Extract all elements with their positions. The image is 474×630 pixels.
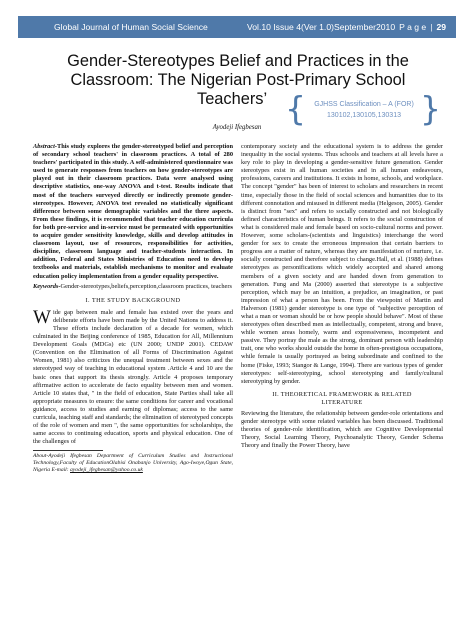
abstract-lead: Abstract-	[33, 143, 57, 150]
section-2-heading-line-2: LITERATURE	[321, 398, 363, 406]
header-separator: |	[430, 22, 433, 32]
right-paragraph-2: Reviewing the literature, the relationship between gender-role orientations and gender stereotype with some related variables has been discussed. Traditional theories of gender-role identification, which are Cognitive Developmental Theory, Social Learning Theory, Psychoanalytic Theory, Gender Schema Theory and finally the Power Theory, have	[241, 409, 443, 450]
footnote-text: About-Ayodeji Ifegbesan Department of Curriculum Studies and Instructional Technology,Faculty of EducationOlabisi Onabanjo University, Ago-Iwoye,Ogun State, Nigeria	[33, 453, 233, 474]
section-2-heading-line-1: II. THEORETICAL FRAMEWORK & RELATED	[272, 390, 412, 398]
section-2-heading	[241, 391, 443, 407]
issue-info: Vol.10 Issue 4(Ver 1.0)September2010	[247, 22, 396, 32]
title-line-1: Gender-Stereotypes Belief and Practices in the	[67, 52, 409, 70]
left-brace-icon: {	[285, 89, 306, 128]
footnote-divider	[33, 450, 103, 451]
title-line-2: Classroom: The Nigerian Post-Primary School	[70, 71, 406, 89]
section-1-body	[33, 306, 233, 447]
author-footnote	[33, 453, 233, 474]
keywords-lead: Keywords-	[33, 282, 61, 290]
right-brace-icon: }	[420, 89, 441, 128]
abstract	[33, 143, 233, 281]
header-right	[247, 22, 446, 32]
author-email-link[interactable]: ayodeji_ifegbesan@yahoo.co.uk	[70, 467, 143, 474]
keywords-text: Gender-stereotypes,beliefs,perception,classroom practices, teachers	[60, 282, 232, 290]
classification-line-2: 130102,130105,130313	[327, 112, 401, 119]
title-line-3: Teachers’	[197, 90, 268, 108]
journal-name: Global Journal of Human Social Science	[54, 22, 208, 32]
page-number: 29	[436, 22, 446, 32]
author-name: Ayodeji Ifegbesan	[212, 124, 262, 131]
journal-header-bar	[18, 16, 456, 38]
footnote-email-label: E-mail:	[51, 467, 69, 474]
section-1-heading: I. THE STUDY BACKGROUND	[85, 296, 181, 304]
classification-line-1: GJHSS Classification – A (FOR)	[314, 101, 414, 108]
keywords	[33, 283, 233, 291]
left-column	[33, 143, 233, 474]
abstract-text: This study explores the gender-stereotyped belief and perception of secondary school teachers' in classroom practices. A total of 280 teachers' participated in this study. A self-administered questionnaire was used to generate responses from teachers on how gender-stereotypes are played out in their classroom practices. Data were analysed using descriptive statistics, one-way ANOVA and t-test. Results indicate that most of the teachers surveyed directly or indirectly promote gender-stereotypes. However, ANOVA test revealed no statistically significant difference between some demographic variables and the three aspects. From these findings, it is recommended that teacher education curricula for both pre-service and in-service must be permeated with opportunities to acquire gender sensitivity knowledge, skills and develop attitudes in classroom layout, use of resources, responsibilities for activities, discipline, classroom language and teacher-students interaction. In addition, Federal and States Ministries of Education need to develop textbooks and materials, establish mechanisms to monitor and evaluate education policy implementation from a gender equality perspective.	[33, 143, 233, 280]
drop-cap: W	[33, 306, 51, 328]
right-paragraph-1: contemporary society and the educational system is to address the gender inequality in the social systems. Thus schools and teachers at all levels have a key role to play in developing a gender-sensitive future generation. Gender stereotypes exist in all human societies and in all human endeavours, professions, careers and institutions. It exists in home, schools, and workplace. The concept "gender" has been of interest to scholars and researchers in recent time, especially those in the field of social sciences and humanities due to its different connotation and misused in different media (Helgeson, 2005). Gender is distinct from "sex" and refers to socially constructed and not biologically defined characteristics of human beings. It refers to the social construction of what is considered male and female based on socio-cultural norms and power. However, some scholars-(scientists and linguistics) interchange the word gender for sex to create the erroneous impression that certain barriers to progress are a matter of nature, whereas they are manifestation of nurture, i.e. socially constructed and therefore subject to change.Hall, et al. (1988) defines stereotypes as personifications which widely accepted and shared among members of a given society and are handed down from generation to generation. Fung and Ma (2000) asserted that stereotype is a subjective perception, which may be an intuition, a prejudice, an imagination, or past impression of what a person has been. From the viewpoint of Martin and Halverson (1981) gender stereotype is one type of "subjective perception of what a man or woman should be or how people should behave". Most of these stereotypes often described men as intellectually, competent, strong and brave, while women areas homely, warm and expressiveness, incompetent and passive. They portray the male as the strong, dominant person with leadership trait, one who works should outside the home in often-prestigious occupations, while female is usually portrayed as being subordinate and confined to the home (Fiske, 1993; Stangor & Lange, 1994). There are various types of gender stereotypes: self-stereotyping, school stereotyping and family/cultural stereotyping by gender.	[241, 143, 443, 385]
page-label: P a g e	[399, 22, 427, 32]
section-1-text: ide gap between male and female has existed over the years and deliberate efforts have been made by the United Nations to address it. These efforts include declaration of a decade for women, which culminated in the Beijing conference of 1985, Education for All, Millennium Development Goals (MDGs) etc (UN 2000; UNDP 2001). CEDAW (Convention on the Elimination of all Forms of Discrimination Against Women, 1981) also criticizes the unequal treatment between sexes and the stereotyped way of teaching in educational system .Article 4 and 10 are the basic ones that support its thesis strongly. Article 4 proposes temporary affirmative action to accelerate de facto equality between men and women. Article 10 states that, " in the field of education, State Parties shall take all appropriate measures to ensure: the same conditions for career and vocational guidance, access to studies and earning of diplomas; access to the same curricula, teaching staff and standards; the elimination of stereotyped concepts of the role of women and men ", the same opportunities for scholarships, the same access to continuing education, sports and physical education. One of the challenges of	[33, 308, 233, 446]
right-column	[241, 143, 443, 452]
